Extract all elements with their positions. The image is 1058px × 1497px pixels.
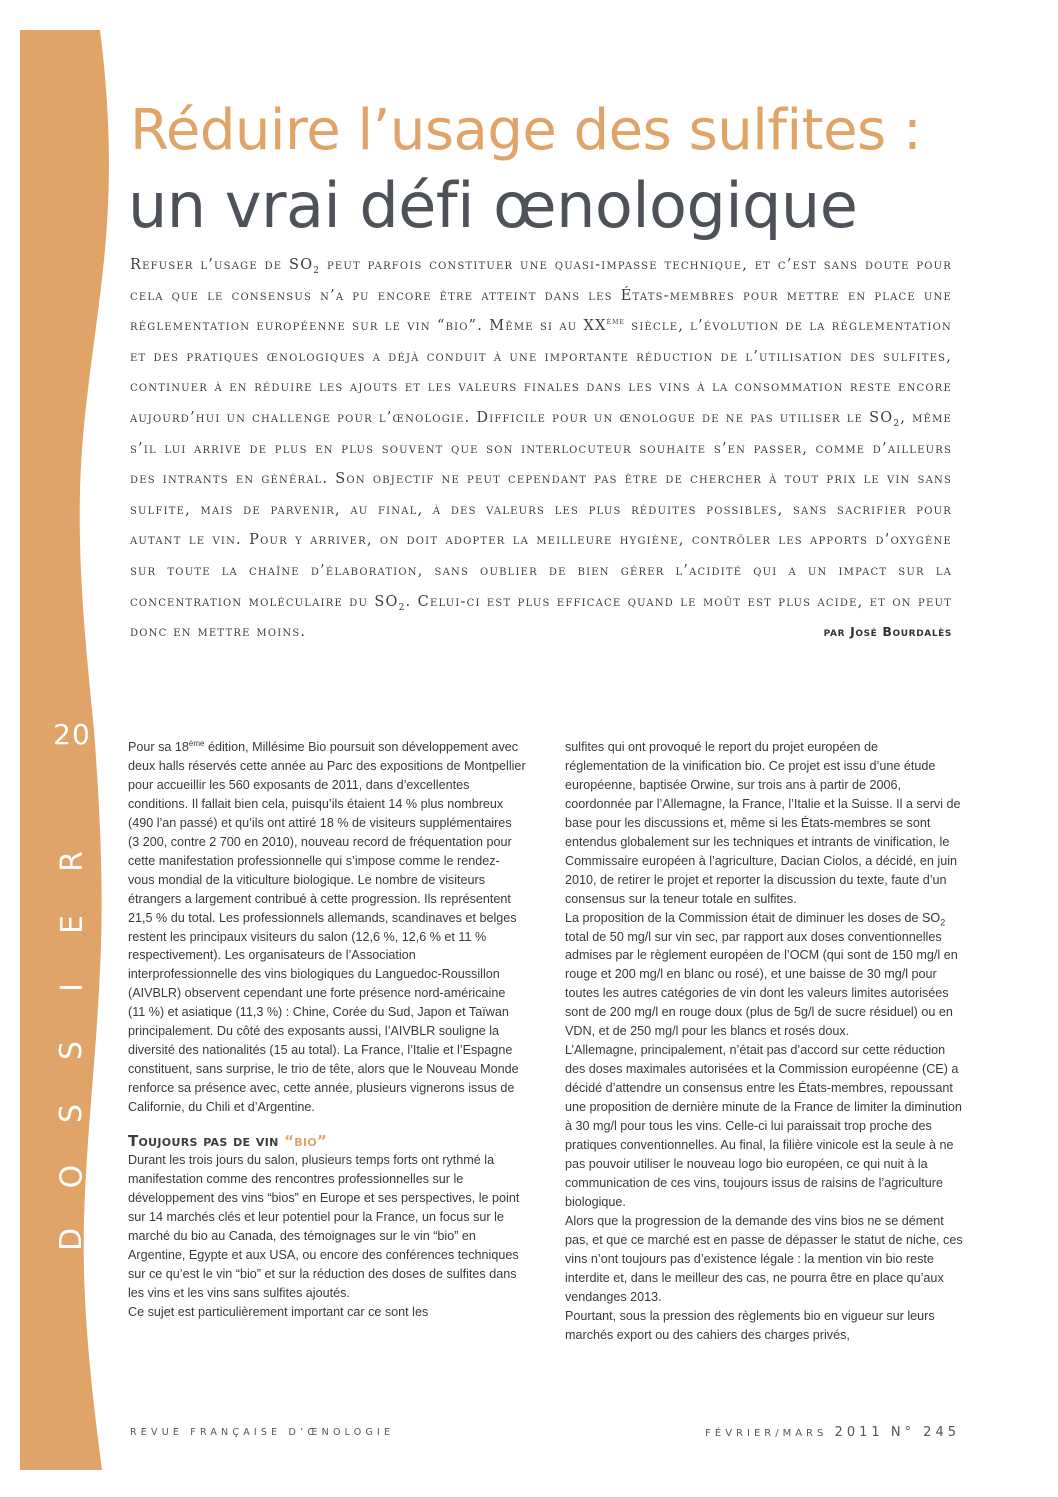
section-subheading bbox=[128, 1131, 526, 1151]
lead-text: siècle, l’évolution de la réglementation et des pratiques œnologiques a déjà conduit à une importante réduction de l’utilisation des sulfites, continuer à en réduire les ajouts et les valeurs finales dans les vins à la consommation reste encore aujourd’hui un challenge pour l’œnologie. Difficile pour un œnologue de ne pas utiliser le SO bbox=[130, 318, 953, 426]
section-letter: E bbox=[54, 915, 90, 934]
issue-date: FÉVRIER/MARS bbox=[705, 1428, 828, 1439]
lead-text: peut parfois constituer une quasi-impasse technique, et c’est sans doute pour cela que le consensus n’a pu encore être atteint dans les États-membres pour mettre en place une réglementation européenne sur le vin “bio”. Même si au XX bbox=[130, 257, 953, 335]
page-number: 20 bbox=[53, 718, 91, 751]
body-text: La proposition de la Commission était de diminuer les doses de SO bbox=[565, 910, 941, 925]
footer-journal-name: REVUE FRANÇAISE D’ŒNOLOGIE bbox=[130, 1427, 395, 1438]
lead-text: . Celui-ci est plus efficace quand le moût est plus acide, et on peut donc en mettre moins. bbox=[130, 593, 952, 641]
section-letter: S bbox=[54, 1040, 90, 1061]
article-lead bbox=[130, 250, 952, 648]
body-text: total de 50 mg/l sur vin sec, par rapport aux doses conventionnelles admises par le règlement européen de l’OCM (qui sont de 150 mg/l en rouge et 200 mg/l en blanc ou rosé), et une baisse de 30 mg/l pour toutes les autres catégories de vin dont les valeurs limites autorisées sont de 200 mg/l en rouge doux (plus de 5g/l de sucre résiduel) ou en VDN, et de 250 mg/l pour les blancs et rosés doux. bbox=[565, 929, 958, 1039]
body-paragraph: sulfites qui ont provoqué le report du projet européen de réglementation de la vinification bio. Ce projet est issu d’une étude européenne, baptisée Orwine, sur trois ans à partir de 2006, coordonnée par l’Allemagne, la France, l’Italie et la Suisse. Il a servi de base pour les discussions et, même si les États-membres se sont entendus globalement sur les techniques et intrants de vinification, le Commissaire européen à l’agriculture, Dacian Ciolos, a décidé, en juin 2010, de retirer le projet et reporter la discussion du texte, faute d’un consensus sur la teneur totale en sulfites. bbox=[565, 740, 961, 906]
magazine-page bbox=[20, 30, 1038, 1470]
subscript: 2 bbox=[313, 265, 321, 276]
author-byline: par José Bourdalès bbox=[823, 624, 952, 640]
section-letter: D bbox=[54, 1227, 90, 1252]
body-paragraph: Ce sujet est particulièrement important car ce sont les bbox=[128, 1304, 429, 1319]
body-column-right bbox=[565, 738, 963, 1345]
body-paragraph: Alors que la progression de la demande des vins bios ne se dément pas, et que ce marché est en passe de dépasser le statut de niche, ces vins n’ont toujours pas d’existence légale : la mention vin bio reste interdite et, dans le meilleur des cas, ne pourra être en place qu’aux vendanges 2013. bbox=[565, 1213, 963, 1304]
issue-number: N° 245 bbox=[890, 1425, 960, 1440]
body-text: édition, Millésime Bio poursuit son développement avec deux halls réservés cette année au Parc des expositions de Montpellier pour accueillir les 560 exposants de 2011, dans d’excellentes conditions. Il fallait bien cela, puisqu’ils étaient 14 % plus nombreux (490 l’an passé) et qu’ils ont attiré 18 % de visiteurs supplémentaires (3 200, contre 2 700 en 2010), nouveau record de fréquentation pour cette manifestation professionnelle qui s’impose comme le rendez-vous mondial de la viticulture biologique. Le nombre de visiteurs étrangers a largement contribué à cette progression. Ils représentent 21,5 % du total. Les professionnels allemands, scandinaves et belges restent les principaux visiteurs du salon (12,6 %, 12,6 % et 11 % respectivement). Les organisateurs de l’Association interprofessionnelle des vins biologiques du Languedoc-Roussillon (AIVBLR) observent cependant une forte présence nord-américaine (11 %) et asiatique (11,3 %) : Chine, Corée du Sud, Japon et Taïwan principalement. Du côté des exposants aussi, l’AIVBLR souligne la diversité des nationalités (15 au total). La France, l’Italie et l’Espagne constituent, sans surprise, le trio de tête, alors que le Nouveau Monde renforce sa présence avec, cette année, plusieurs vignerons issus de Californie, du Chili et d’Argentine. bbox=[128, 740, 526, 1115]
section-letter: R bbox=[54, 851, 90, 872]
body-paragraph bbox=[128, 738, 526, 1117]
subscript: 2 bbox=[940, 917, 946, 928]
subheading-text: Toujours pas de vin bbox=[128, 1132, 285, 1151]
body-column-left bbox=[128, 738, 526, 1322]
subscript: 2 bbox=[398, 602, 406, 613]
body-paragraph: Durant les trois jours du salon, plusieurs temps forts ont rythmé la manifestation comme des rencontres professionnelles sur le développement des vins “bios” en Europe et ses perspectives, le point sur 14 marchés clés et leur potentiel pour la France, un focus sur le marché du bio au Canada, des témoignages sur le vin “bio” en Argentine, Egypte et aux USA, ou encore des conférences techniques sur ce qu’est le vin “bio” et sur la réduction des doses de sulfites dans les vins et les vins sans sulfites ajoutés. bbox=[128, 1153, 520, 1300]
footer-issue bbox=[705, 1425, 960, 1440]
lead-text: Refuser l’usage de SO bbox=[130, 257, 314, 273]
article-title-line-2: un vrai défi œnologique bbox=[128, 169, 858, 242]
superscript: ème bbox=[188, 738, 205, 748]
body-paragraph: L’Allemagne, principalement, n’était pas d’accord sur cette réduction des doses maximales autorisées et la Commission européenne (CE) a décidé d’attendre un consensus entre les États-membres, repoussant une proposition de dernière minute de la France de limiter la diminution à 30 mg/l pour tous les vins. Celle-ci lui paraissait trop proche des pratiques conventionnelles. Au final, la filière vinicole est la seule à ne pas pouvoir utiliser le nouveau logo bio européen, ce qui nuit à la communication de ces vins, toujours issus de raisins de l’agriculture biologique. bbox=[565, 1043, 962, 1209]
subscript: 2 bbox=[893, 418, 901, 429]
superscript: ème bbox=[606, 317, 626, 327]
article-title-line-1: Réduire l’usage des sulfites : bbox=[130, 98, 922, 163]
subheading-accent: “bio” bbox=[284, 1132, 328, 1151]
body-text: Pour sa 18 bbox=[128, 740, 189, 754]
section-letter: S bbox=[54, 1103, 90, 1124]
body-paragraph bbox=[565, 909, 963, 1042]
section-letter: I bbox=[54, 983, 90, 992]
section-letter: O bbox=[54, 1164, 90, 1189]
section-label-dossier bbox=[42, 830, 102, 1271]
lead-text: , même s’il lui arrive de plus en plus souvent que son interlocuteur souhaite s’en passer, comme d’ailleurs des intrants en général. Son objectif ne peut cependant pas être de chercher à tout prix le vin sans sulfite, mais de parvenir, au final, à des valeurs les plus réduites possibles, sans sacrifier pour autant le vin. Pour y arriver, on doit adopter la meilleure hygiène, contrôler les apports d’oxygène sur toute la chaîne d’élaboration, sans oublier de bien gérer l’acidité qui a un impact sur la concentration moléculaire du SO bbox=[130, 409, 953, 610]
issue-year: 2011 bbox=[834, 1425, 884, 1440]
body-paragraph: Pourtant, sous la pression des règlements bio en vigueur sur leurs marchés export ou des cahiers des charges privés, bbox=[565, 1308, 935, 1342]
